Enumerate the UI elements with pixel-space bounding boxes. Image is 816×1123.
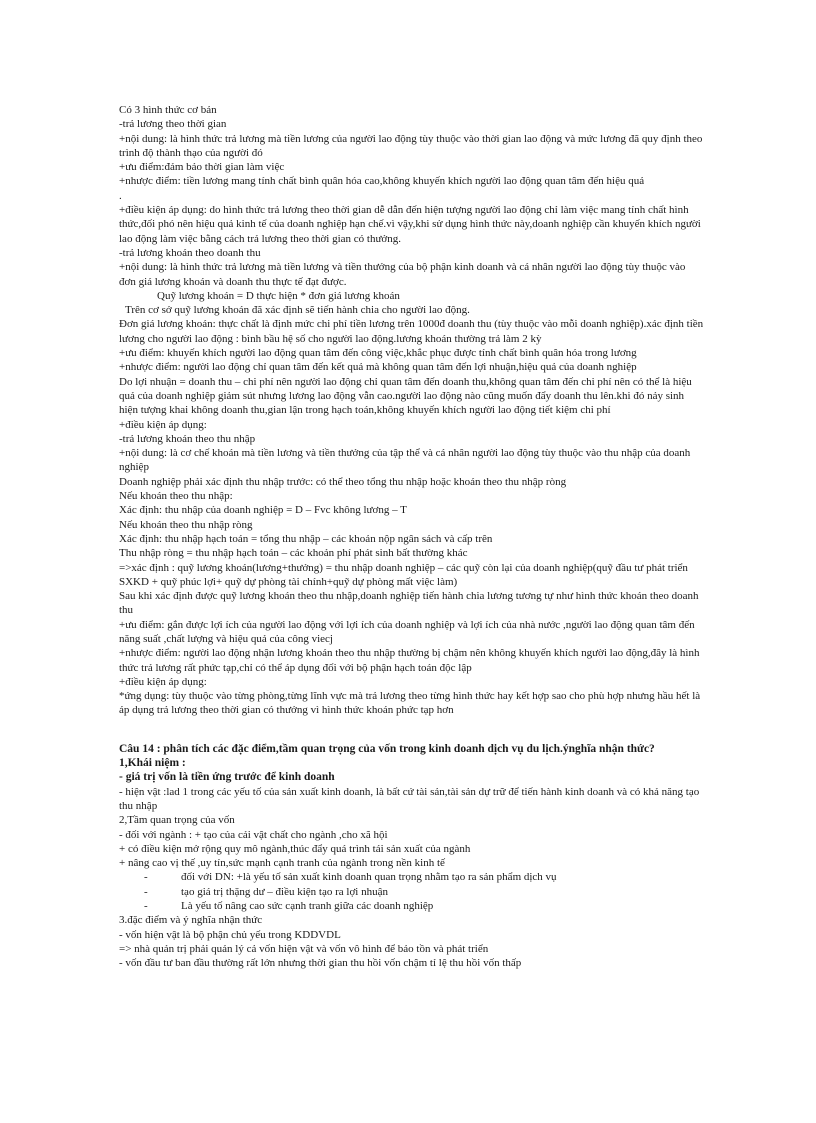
formula-quy-luong: Quỹ lương khoán = D thực hiện * đơn giá lương khoán: [157, 289, 400, 302]
text-line: +nhược điểm: tiền lương mang tính chất bình quân hóa cao,không khuyến khích người lao động quan tâm đến hiệu quả: [119, 175, 645, 188]
text-line: +điều kiện áp dụng:: [119, 418, 207, 431]
text-line: +ưu điểm:đảm bảo thời gian làm việc: [119, 161, 285, 174]
text-line: + nâng cao vị thế ,uy tín,sức mạnh cạnh tranh của ngành trong nền kinh tế: [119, 857, 445, 870]
text-line: - hiện vật :lad 1 trong các yếu tố của sản xuất kinh doanh, là bất cứ tài sản,tài sản dự trữ để tiến hành kinh doanh và có khả năng tạo thu nhập: [119, 785, 700, 812]
text-line: +điều kiện áp dụng:: [119, 675, 207, 688]
text-line: 3.đặc điểm và ý nghĩa nhận thức: [119, 914, 263, 927]
bullet-item: - Là yếu tố nâng cao sức cạnh tranh giữa các doanh nghiệp: [119, 899, 704, 913]
text-line: Thu nhập ròng = thu nhập hạch toán – các khoản phí phát sinh bất thường khác: [119, 547, 468, 560]
text-line: +nhược điểm: người lao động nhận lương khoán theo thu nhập thường bị chậm nên không khuyến khích người lao động,đây là hình thức trả lương rất phức tạp,chỉ có thể áp dụng đối với bộ phận hạch toán độc lập: [119, 647, 700, 674]
text-line: - vốn hiện vật là bộ phận chủ yếu trong KDDVDL: [119, 928, 341, 941]
text-line: - đối với ngành : + tạo của cải vật chất cho ngành ,cho xã hội: [119, 828, 388, 841]
text-line: Nếu khoán theo thu nhập:: [119, 490, 233, 503]
text-line: +nội dung: là cơ chế khoán mà tiền lương và tiền thưởng của tập thể và cá nhân người lao động tùy thuộc vào thu nhập của doanh nghiệp: [119, 447, 691, 474]
text-line: +nội dung: là hình thức trả lương mà tiền lương của người lao động tùy thuộc vào thời gian lao động và mức lương đã quy định theo trình độ thành thạo của người đó: [119, 132, 703, 159]
heading-gia-tri-von: - giá trị vốn là tiền ứng trước để kinh doanh: [119, 771, 335, 784]
text-line: => nhà quản trị phải quản lý cả vốn hiện vật và vốn vô hình để bảo tồn và phát triển: [119, 942, 489, 955]
text-line: +nội dung: là hình thức trả lương mà tiền lương và tiền thưởng của bộ phận kinh doanh và cá nhân người lao động tùy thuộc vào đơn giá lương khoán và doanh thu thực tế đạt được.: [119, 261, 686, 288]
text-line: 2,Tầm quan trọng của vốn: [119, 814, 235, 827]
text-line: +điều kiện áp dụng: do hình thức trả lương theo thời gian dễ dẫn đến hiện tượng người lao động chỉ làm việc mang tính chất hình thức,đối phó nên hiệu quả kinh tế của doanh nghiệp hạn chế.vì vậy,khi sử dụng hình thức này,doanh nghiệp cần khuyến khích người lao động làm việc bằng cách trả lương theo thời gian có thưởng.: [119, 204, 701, 245]
text-line: + có điều kiện mở rộng quy mô ngành,thúc đẩy quá trình tái sản xuất của ngành: [119, 842, 471, 855]
text-line: -trả lương khoán theo doanh thu: [119, 246, 261, 259]
text-line: Xác định: thu nhập hạch toán = tổng thu nhập – các khoản nộp ngân sách và cấp trên: [119, 532, 493, 545]
text-line: *ứng dụng: tùy thuộc vào từng phòng,từng lĩnh vực mà trả lương theo từng hình thức hay kết hợp sao cho phù hợp nhưng hầu hết là áp dụng trả lương theo thời gian có thưởng vì hình thức khoán phức tạp hơn: [119, 690, 701, 717]
text-line: Xác định: thu nhập của doanh nghiệp = D – Fvc không lương – T: [119, 504, 407, 517]
text-line: Có 3 hình thức cơ bản: [119, 104, 217, 116]
text-line: +nhược điểm: người lao động chỉ quan tâm đến kết quả mà không quan tâm đến lợi nhuận,hiệu quả của doanh nghiệp: [119, 361, 637, 374]
text-line: - vốn đầu tư ban đầu thường rất lớn nhưng thời gian thu hồi vốn chậm tỉ lệ thu hồi vốn thấp: [119, 957, 522, 970]
text-line: Sau khi xác định được quỹ lương khoán theo thu nhập,doanh nghiệp tiến hành chia lương tương tự như hình thức khoán theo doanh thu: [119, 590, 699, 617]
text-line: Nếu khoán theo thu nhập ròng: [119, 518, 253, 531]
heading-khai-niem: 1,Khái niệm :: [119, 757, 186, 770]
question-title: Câu 14 : phân tích các đặc điểm,tầm quan trọng của vốn trong kinh doanh dịch vụ du lịch.ýnghĩa nhận thức?: [119, 742, 655, 755]
text-line: +ưu điểm: gắn được lợi ích của người lao động với lợi ích của doanh nghiệp và lợi ích của nhà nước ,người lao động quan tâm đến năng suất ,chất lượng và hiệu quả của công viecj: [119, 618, 695, 645]
bullet-item: - đối với DN: +là yếu tố sản xuất kinh doanh quan trọng nhằm tạo ra sản phẩm dịch vụ: [119, 870, 704, 884]
text-line: +ưu điểm: khuyến khích người lao động quan tâm đến công việc,khắc phục được tính chất bình quân hóa trong lương: [119, 347, 637, 360]
text-line: -trả lương khoán theo thu nhập: [119, 432, 256, 445]
text-line: -trả lương theo thời gian: [119, 118, 227, 131]
text-line: .: [119, 189, 122, 202]
text-line: Doanh nghiệp phải xác định thu nhập trước: có thể theo tổng thu nhập hoặc khoán theo thu nhập ròng: [119, 475, 567, 488]
bullet-item: - tạo giá trị thặng dư – điều kiện tạo ra lợi nhuận: [119, 885, 704, 899]
text-line: Đơn giá lương khoán: thực chất là định mức chi phí tiền lương trên 1000đ doanh thu (tùy thuộc vào mỗi doanh nghiệp).xác định tiền lương cho người lao động : bình bầu hệ số cho người lao động.lương khoán thường trả làm 2 kỳ: [119, 318, 704, 345]
text-line: Trên cơ sở quỹ lương khoán đã xác định sẽ tiến hành chia cho người lao động.: [125, 304, 470, 317]
document-body: [119, 103, 704, 971]
text-line: =>xác định : quỹ lương khoán(lương+thưởng) = thu nhập doanh nghiệp – các quỹ còn lại của doanh nghiệp(quỹ đầu tư phát triển SXKD + quỹ phúc lợi+ quỹ dự phòng tài chính+quỹ dự phòng mất việc làm): [119, 561, 688, 588]
text-line: Do lợi nhuận = doanh thu – chi phí nên người lao động chỉ quan tâm đến doanh thu,không quan tâm đến chi phí nên có thể là hiệu quả của doanh nghiệp giảm sút nhưng lương lao động vẫn cao.người lao động nào cũng muốn đẩy doanh thu lên.khi đó nảy sinh hiện tượng khai không doanh thu,gian lận trong hạch toán,không khuyến khích người lao động tiết kiệm chi phí: [119, 375, 692, 417]
